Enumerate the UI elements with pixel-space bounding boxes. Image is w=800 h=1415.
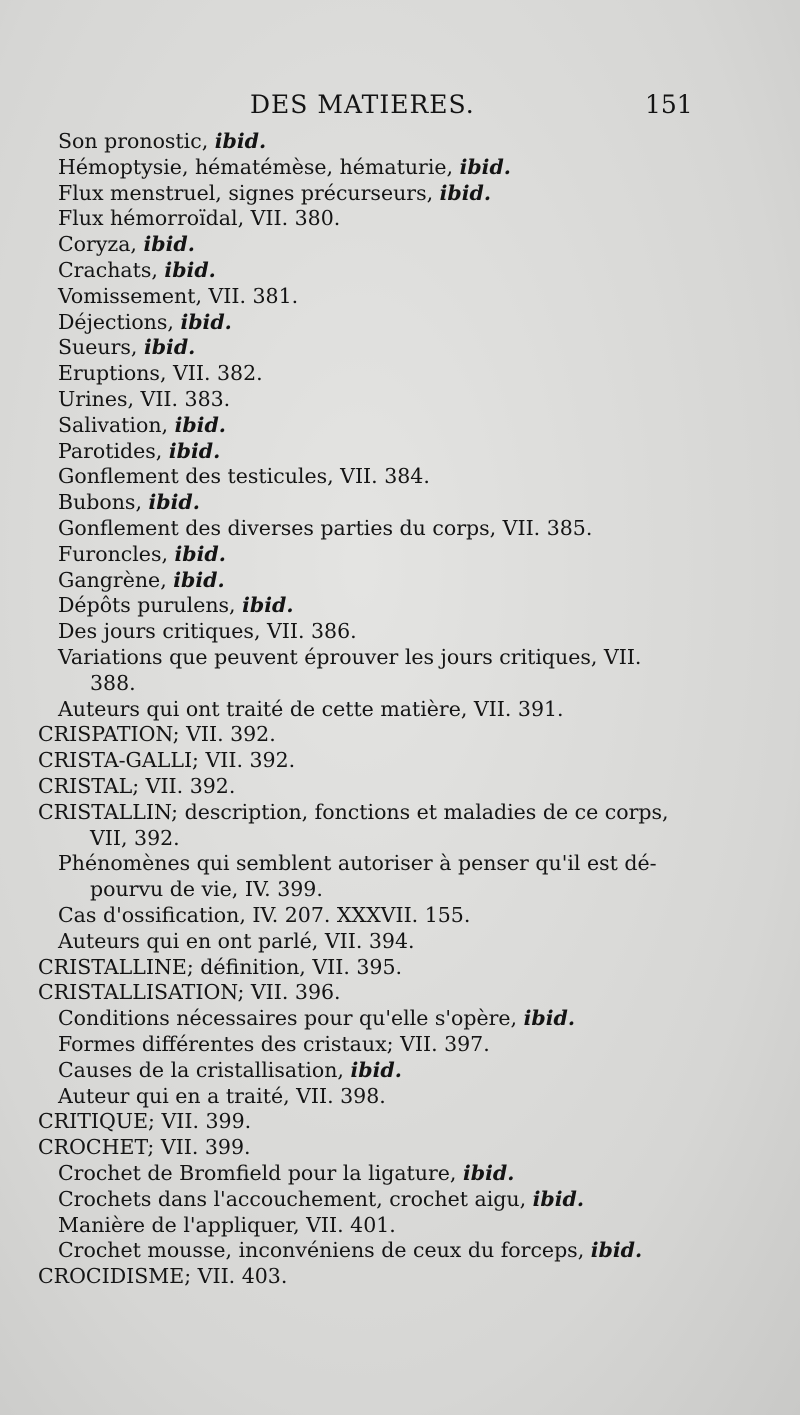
index-entry-line [58,515,592,541]
index-entry-line [38,1263,287,1289]
entry-ibid: ibid. [180,309,232,334]
entry-text: Déjections, [58,309,181,334]
entry-ibid: ibid. [143,335,196,360]
index-entry-line [58,360,263,386]
entry-text: CROCHET; VII. 399. [38,1135,251,1160]
index-entry-line [38,1134,251,1160]
index-entry-line [58,1057,402,1083]
index-entry-line [38,954,402,980]
index-entry-line [90,825,180,851]
index-entry-line [58,489,200,515]
entry-text: CRISTALLIN; description, fonctions et maladies de ce corps, [38,799,669,824]
entry-ibid: ibid. [164,258,216,282]
entry-text: Gonflement des testicules, VII. 384. [58,464,430,489]
entry-text: CRISTA-GALLI; VII. 392. [38,748,296,773]
entry-ibid: ibid. [350,1057,402,1082]
entry-text: Manière de l'appliquer, VII. 401. [58,1212,396,1237]
entry-ibid: ibid. [523,1006,575,1031]
index-entry-line [58,1237,642,1263]
entry-text: Gangrène, [58,567,174,592]
index-entry-line [58,412,226,438]
index-entry-line [58,180,491,206]
running-title: DES MATIERES. [250,90,475,119]
entry-ibid: ibid. [214,129,267,153]
entry-text: VII, 392. [90,825,180,850]
index-entry-line [58,205,340,231]
index-entry-line [58,592,293,618]
entry-text: Flux menstruel, signes précurseurs, [58,180,440,205]
entry-text: Crochets dans l'accouchement, crochet aigu, [58,1186,533,1211]
index-entry-line [58,928,415,954]
index-entry-line [38,721,276,747]
index-entry-line [58,1083,386,1109]
index-entry-line [38,799,669,825]
index-entry-line [58,1005,575,1031]
entry-text: Causes de la cristallisation, [58,1057,351,1082]
entry-text: Eruptions, VII. 382. [58,361,263,386]
index-entry-line [58,567,225,593]
entry-text: Auteurs qui en ont parlé, VII. 394. [58,928,415,953]
entry-text: Formes différentes des cristaux; VII. 397. [58,1032,490,1056]
entry-text: Coryza, [58,232,144,257]
index-entry-line [58,231,195,257]
entry-text: Urines, VII. 383. [58,387,231,411]
entry-text: Hémoptysie, hématémèse, hématurie, [58,154,460,179]
entry-text: pourvu de vie, IV. 399. [90,877,323,902]
index-entry-line [58,618,357,644]
entry-text: Conditions nécessaires pour qu'elle s'opère, [58,1006,524,1031]
entry-text: Des jours critiques, VII. 386. [58,619,357,644]
entry-text: Furoncles, [58,541,175,566]
entry-text: Bubons, [58,490,149,515]
entry-text: Son pronostic, [58,129,215,153]
entry-text: Variations que peuvent éprouver les jours critiques, VII. [58,645,642,669]
entry-text: Salivation, [58,412,175,437]
index-entry-line [58,283,298,309]
entry-text: Cas d'ossification, IV. 207. XXXVII. 155. [58,903,471,927]
entry-ibid: ibid. [173,567,225,592]
entry-text: Gonflement des diverses parties du corps, VII. 385. [58,516,593,540]
entry-ibid: ibid. [168,438,221,463]
index-entry-line [58,850,657,876]
entry-text: CRISTAL; VII. 392. [38,774,236,798]
index-entry-line [38,747,295,773]
entry-ibid: ibid. [439,180,492,205]
index-entry-line [58,154,511,180]
index-entry-line [58,463,430,489]
index-entry-line [38,1108,251,1134]
entry-text: Crochet de Bromfield pour la ligature, [58,1161,463,1185]
index-entry-line [90,670,136,696]
entry-text: Dépôts purulens, [58,593,243,618]
entry-text: Parotides, [58,438,169,463]
entry-ibid: ibid. [242,593,294,618]
entry-text: Flux hémorroïdal, VII. 380. [58,206,341,231]
index-entry-line [58,386,230,412]
index-entry-line [58,1031,490,1057]
index-entry-line [58,902,470,928]
entry-ibid: ibid. [148,490,200,515]
entry-text: Sueurs, [58,335,144,360]
entry-text: Vomissement, VII. 381. [58,283,299,308]
entry-text: Auteur qui en a traité, VII. 398. [58,1083,386,1108]
index-entry-line [58,438,220,464]
index-entry-line [38,979,341,1005]
index-entry-line [58,644,641,670]
entry-text: CRISPATION; VII. 392. [38,722,276,747]
page-number: 151 [645,90,693,119]
entry-ibid: ibid. [462,1161,515,1185]
entry-ibid: ibid. [143,232,195,257]
index-entry-line [58,257,216,283]
entry-text: CRISTALLISATION; VII. 396. [38,980,341,1005]
index-entry-line [38,773,235,799]
entry-ibid: ibid. [174,412,226,437]
entry-text: Crochet mousse, inconvéniens de ceux du forceps, [58,1238,591,1263]
entry-text: CROCIDISME; VII. 403. [38,1264,288,1289]
entry-ibid: ibid. [174,541,226,566]
entry-ibid: ibid. [590,1238,643,1263]
index-entry-line [90,876,323,902]
page-header [0,88,800,128]
index-entry-line [58,1186,584,1212]
entry-text: CRITIQUE; VII. 399. [38,1109,252,1134]
entry-text: CRISTALLINE; définition, VII. 395. [38,954,403,979]
index-entry-line [58,1160,514,1186]
index-entry-line [58,334,195,360]
entry-text: Auteurs qui ont traité de cette matière, VII. 391. [58,696,564,721]
index-entry-line [58,1212,396,1238]
index-entry-line [58,128,266,154]
entry-text: Crachats, [58,258,165,282]
entry-text: Phénomènes qui semblent autoriser à penser qu'il est dé- [58,851,657,876]
index-entry-line [58,541,226,567]
index-entry-line [58,696,564,722]
index-entry-line [58,309,232,335]
entry-ibid: ibid. [532,1186,585,1211]
entry-ibid: ibid. [459,154,511,179]
entry-text: 388. [90,670,136,695]
